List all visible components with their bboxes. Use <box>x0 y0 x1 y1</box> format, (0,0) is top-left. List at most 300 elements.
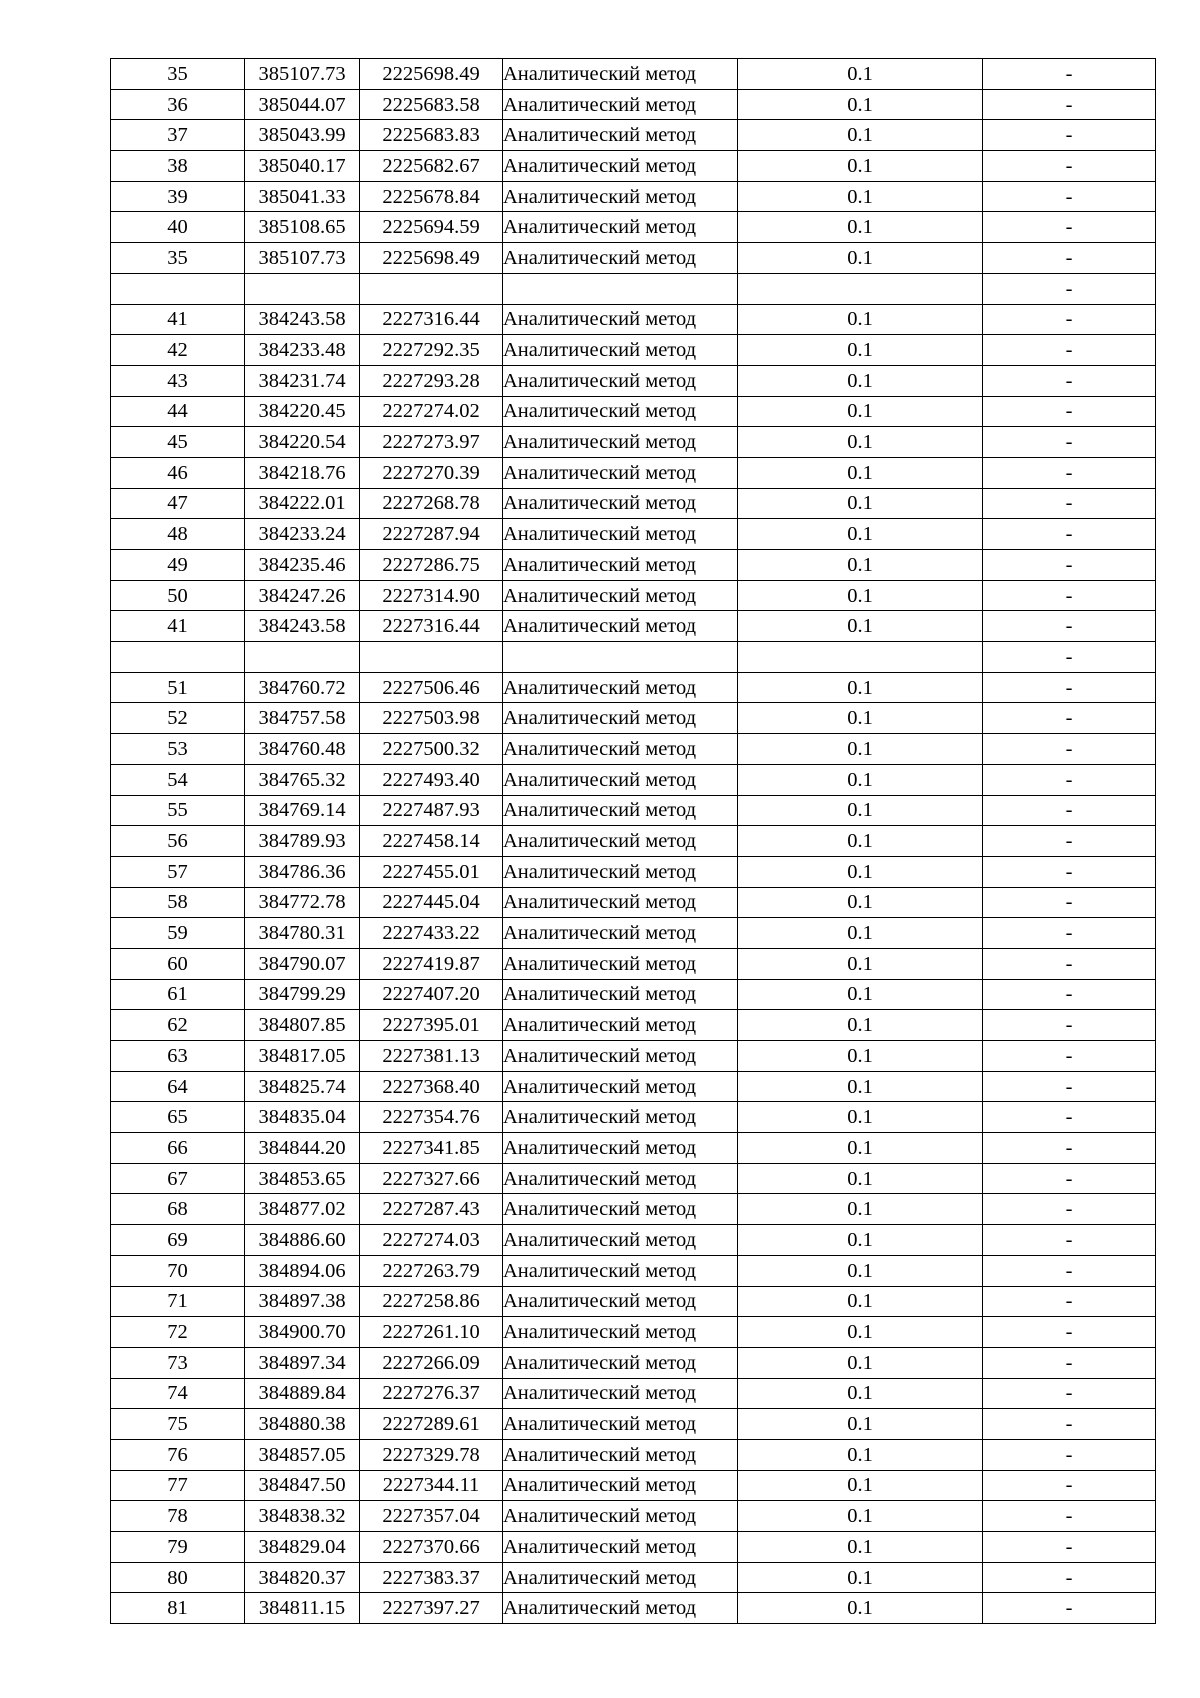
method-cell: Аналитический метод <box>503 335 738 366</box>
method-cell: Аналитический метод <box>503 396 738 427</box>
y-coordinate-cell: 2227433.22 <box>360 918 503 949</box>
method-cell: Аналитический метод <box>503 1409 738 1440</box>
note-cell: - <box>983 1255 1156 1286</box>
method-cell: Аналитический метод <box>503 550 738 581</box>
note-cell: - <box>983 672 1156 703</box>
y-coordinate-cell: 2227289.61 <box>360 1409 503 1440</box>
point-number-cell: 62 <box>111 1010 245 1041</box>
table-row <box>111 948 1156 979</box>
method-cell: Аналитический метод <box>503 703 738 734</box>
method-cell: Аналитический метод <box>503 1133 738 1164</box>
point-number-cell: 60 <box>111 948 245 979</box>
y-coordinate-cell: 2227287.94 <box>360 519 503 550</box>
point-number-cell: 46 <box>111 457 245 488</box>
x-coordinate-cell: 384880.38 <box>245 1409 360 1440</box>
note-cell: - <box>983 918 1156 949</box>
note-cell: - <box>983 1286 1156 1317</box>
accuracy-cell: 0.1 <box>738 457 983 488</box>
table-row <box>111 703 1156 734</box>
x-coordinate-cell: 385040.17 <box>245 151 360 182</box>
method-cell: Аналитический метод <box>503 1010 738 1041</box>
table-row <box>111 365 1156 396</box>
y-coordinate-cell: 2227395.01 <box>360 1010 503 1041</box>
accuracy-cell: 0.1 <box>738 1593 983 1624</box>
x-coordinate-cell: 385108.65 <box>245 212 360 243</box>
table-row <box>111 764 1156 795</box>
point-number-cell: 36 <box>111 89 245 120</box>
accuracy-cell: 0.1 <box>738 488 983 519</box>
table-row <box>111 1194 1156 1225</box>
table-row <box>111 642 1156 673</box>
accuracy-cell <box>738 273 983 304</box>
y-coordinate-cell: 2225698.49 <box>360 243 503 274</box>
y-coordinate-cell: 2227419.87 <box>360 948 503 979</box>
point-number-cell: 50 <box>111 580 245 611</box>
x-coordinate-cell: 384218.76 <box>245 457 360 488</box>
method-cell: Аналитический метод <box>503 1071 738 1102</box>
point-number-cell: 67 <box>111 1163 245 1194</box>
y-coordinate-cell: 2227458.14 <box>360 826 503 857</box>
y-coordinate-cell: 2227357.04 <box>360 1501 503 1532</box>
note-cell: - <box>983 1163 1156 1194</box>
table-row <box>111 335 1156 366</box>
note-cell: - <box>983 1225 1156 1256</box>
x-coordinate-cell: 384247.26 <box>245 580 360 611</box>
method-cell: Аналитический метод <box>503 1041 738 1072</box>
y-coordinate-cell: 2225678.84 <box>360 181 503 212</box>
method-cell: Аналитический метод <box>503 764 738 795</box>
accuracy-cell: 0.1 <box>738 304 983 335</box>
note-cell: - <box>983 1102 1156 1133</box>
table-row <box>111 734 1156 765</box>
y-coordinate-cell: 2225694.59 <box>360 212 503 243</box>
method-cell: Аналитический метод <box>503 1255 738 1286</box>
method-cell: Аналитический метод <box>503 948 738 979</box>
method-cell <box>503 642 738 673</box>
point-number-cell: 75 <box>111 1409 245 1440</box>
table-row <box>111 151 1156 182</box>
x-coordinate-cell: 384780.31 <box>245 918 360 949</box>
x-coordinate-cell: 384220.45 <box>245 396 360 427</box>
point-number-cell: 55 <box>111 795 245 826</box>
y-coordinate-cell: 2227286.75 <box>360 550 503 581</box>
method-cell: Аналитический метод <box>503 672 738 703</box>
note-cell: - <box>983 1562 1156 1593</box>
y-coordinate-cell: 2227276.37 <box>360 1378 503 1409</box>
table-row <box>111 795 1156 826</box>
note-cell: - <box>983 979 1156 1010</box>
point-number-cell: 64 <box>111 1071 245 1102</box>
accuracy-cell: 0.1 <box>738 1194 983 1225</box>
y-coordinate-cell: 2227327.66 <box>360 1163 503 1194</box>
note-cell: - <box>983 1347 1156 1378</box>
point-number-cell: 69 <box>111 1225 245 1256</box>
table-row <box>111 457 1156 488</box>
point-number-cell: 52 <box>111 703 245 734</box>
y-coordinate-cell: 2225698.49 <box>360 59 503 90</box>
x-coordinate-cell: 384897.34 <box>245 1347 360 1378</box>
y-coordinate-cell: 2227354.76 <box>360 1102 503 1133</box>
method-cell: Аналитический метод <box>503 365 738 396</box>
accuracy-cell: 0.1 <box>738 1532 983 1563</box>
point-number-cell: 81 <box>111 1593 245 1624</box>
point-number-cell: 59 <box>111 918 245 949</box>
accuracy-cell: 0.1 <box>738 611 983 642</box>
note-cell: - <box>983 703 1156 734</box>
accuracy-cell: 0.1 <box>738 1562 983 1593</box>
point-number-cell: 53 <box>111 734 245 765</box>
accuracy-cell: 0.1 <box>738 396 983 427</box>
method-cell: Аналитический метод <box>503 304 738 335</box>
y-coordinate-cell: 2227263.79 <box>360 1255 503 1286</box>
table-row <box>111 1378 1156 1409</box>
accuracy-cell: 0.1 <box>738 1347 983 1378</box>
method-cell: Аналитический метод <box>503 519 738 550</box>
note-cell: - <box>983 335 1156 366</box>
table-row <box>111 59 1156 90</box>
point-number-cell: 37 <box>111 120 245 151</box>
table-row <box>111 672 1156 703</box>
method-cell: Аналитический метод <box>503 795 738 826</box>
y-coordinate-cell: 2227268.78 <box>360 488 503 519</box>
point-number-cell: 76 <box>111 1439 245 1470</box>
y-coordinate-cell: 2227500.32 <box>360 734 503 765</box>
x-coordinate-cell: 384760.48 <box>245 734 360 765</box>
point-number-cell: 54 <box>111 764 245 795</box>
x-coordinate-cell: 384799.29 <box>245 979 360 1010</box>
accuracy-cell: 0.1 <box>738 672 983 703</box>
point-number-cell: 74 <box>111 1378 245 1409</box>
accuracy-cell: 0.1 <box>738 918 983 949</box>
point-number-cell: 41 <box>111 304 245 335</box>
note-cell: - <box>983 1409 1156 1440</box>
method-cell: Аналитический метод <box>503 457 738 488</box>
x-coordinate-cell: 384811.15 <box>245 1593 360 1624</box>
note-cell: - <box>983 550 1156 581</box>
accuracy-cell: 0.1 <box>738 703 983 734</box>
y-coordinate-cell <box>360 642 503 673</box>
method-cell: Аналитический метод <box>503 1317 738 1348</box>
x-coordinate-cell: 384757.58 <box>245 703 360 734</box>
note-cell: - <box>983 120 1156 151</box>
point-number-cell: 44 <box>111 396 245 427</box>
note-cell: - <box>983 59 1156 90</box>
x-coordinate-cell: 384847.50 <box>245 1470 360 1501</box>
accuracy-cell: 0.1 <box>738 1501 983 1532</box>
method-cell: Аналитический метод <box>503 427 738 458</box>
accuracy-cell: 0.1 <box>738 1163 983 1194</box>
note-cell: - <box>983 611 1156 642</box>
x-coordinate-cell: 385044.07 <box>245 89 360 120</box>
method-cell: Аналитический метод <box>503 1562 738 1593</box>
table-row <box>111 826 1156 857</box>
note-cell: - <box>983 826 1156 857</box>
x-coordinate-cell: 384900.70 <box>245 1317 360 1348</box>
method-cell: Аналитический метод <box>503 979 738 1010</box>
note-cell: - <box>983 1010 1156 1041</box>
method-cell: Аналитический метод <box>503 1286 738 1317</box>
y-coordinate-cell: 2227273.97 <box>360 427 503 458</box>
note-cell: - <box>983 1439 1156 1470</box>
point-number-cell: 71 <box>111 1286 245 1317</box>
method-cell: Аналитический метод <box>503 1163 738 1194</box>
y-coordinate-cell: 2227316.44 <box>360 611 503 642</box>
table-row <box>111 611 1156 642</box>
note-cell: - <box>983 396 1156 427</box>
accuracy-cell: 0.1 <box>738 948 983 979</box>
accuracy-cell: 0.1 <box>738 212 983 243</box>
note-cell: - <box>983 273 1156 304</box>
method-cell: Аналитический метод <box>503 734 738 765</box>
note-cell: - <box>983 1194 1156 1225</box>
table-row <box>111 243 1156 274</box>
x-coordinate-cell: 384844.20 <box>245 1133 360 1164</box>
accuracy-cell: 0.1 <box>738 1286 983 1317</box>
table-row <box>111 273 1156 304</box>
method-cell: Аналитический метод <box>503 59 738 90</box>
y-coordinate-cell: 2227344.11 <box>360 1470 503 1501</box>
table-row <box>111 1225 1156 1256</box>
note-cell: - <box>983 488 1156 519</box>
x-coordinate-cell: 384825.74 <box>245 1071 360 1102</box>
method-cell: Аналитический метод <box>503 1378 738 1409</box>
note-cell: - <box>983 243 1156 274</box>
point-number-cell: 57 <box>111 856 245 887</box>
point-number-cell: 41 <box>111 611 245 642</box>
point-number-cell: 77 <box>111 1470 245 1501</box>
note-cell: - <box>983 1593 1156 1624</box>
table-row <box>111 1071 1156 1102</box>
accuracy-cell: 0.1 <box>738 151 983 182</box>
note-cell: - <box>983 856 1156 887</box>
method-cell: Аналитический метод <box>503 1347 738 1378</box>
table-row <box>111 1317 1156 1348</box>
point-number-cell: 45 <box>111 427 245 458</box>
table-row <box>111 918 1156 949</box>
x-coordinate-cell: 385041.33 <box>245 181 360 212</box>
x-coordinate-cell: 384820.37 <box>245 1562 360 1593</box>
point-number-cell: 51 <box>111 672 245 703</box>
table-row <box>111 1010 1156 1041</box>
y-coordinate-cell: 2227341.85 <box>360 1133 503 1164</box>
point-number-cell: 80 <box>111 1562 245 1593</box>
y-coordinate-cell: 2227274.02 <box>360 396 503 427</box>
method-cell: Аналитический метод <box>503 488 738 519</box>
method-cell: Аналитический метод <box>503 826 738 857</box>
x-coordinate-cell: 384235.46 <box>245 550 360 581</box>
y-coordinate-cell: 2227445.04 <box>360 887 503 918</box>
accuracy-cell: 0.1 <box>738 1255 983 1286</box>
table-row <box>111 181 1156 212</box>
x-coordinate-cell: 384769.14 <box>245 795 360 826</box>
table-row <box>111 1255 1156 1286</box>
accuracy-cell: 0.1 <box>738 580 983 611</box>
accuracy-cell: 0.1 <box>738 335 983 366</box>
y-coordinate-cell: 2227397.27 <box>360 1593 503 1624</box>
method-cell: Аналитический метод <box>503 1501 738 1532</box>
accuracy-cell: 0.1 <box>738 1071 983 1102</box>
table-row <box>111 887 1156 918</box>
y-coordinate-cell: 2227370.66 <box>360 1532 503 1563</box>
point-number-cell: 48 <box>111 519 245 550</box>
method-cell <box>503 273 738 304</box>
y-coordinate-cell <box>360 273 503 304</box>
note-cell: - <box>983 1378 1156 1409</box>
y-coordinate-cell: 2225683.58 <box>360 89 503 120</box>
y-coordinate-cell: 2227316.44 <box>360 304 503 335</box>
coordinates-table <box>110 58 1156 1624</box>
x-coordinate-cell: 384233.24 <box>245 519 360 550</box>
accuracy-cell: 0.1 <box>738 1225 983 1256</box>
point-number-cell: 58 <box>111 887 245 918</box>
accuracy-cell: 0.1 <box>738 1378 983 1409</box>
note-cell: - <box>983 304 1156 335</box>
y-coordinate-cell: 2227455.01 <box>360 856 503 887</box>
x-coordinate-cell: 384789.93 <box>245 826 360 857</box>
method-cell: Аналитический метод <box>503 1593 738 1624</box>
note-cell: - <box>983 948 1156 979</box>
point-number-cell: 39 <box>111 181 245 212</box>
accuracy-cell: 0.1 <box>738 1470 983 1501</box>
note-cell: - <box>983 1041 1156 1072</box>
point-number-cell: 35 <box>111 59 245 90</box>
table-row <box>111 580 1156 611</box>
accuracy-cell: 0.1 <box>738 181 983 212</box>
accuracy-cell: 0.1 <box>738 1010 983 1041</box>
accuracy-cell: 0.1 <box>738 519 983 550</box>
x-coordinate-cell: 384243.58 <box>245 304 360 335</box>
table-row <box>111 519 1156 550</box>
accuracy-cell: 0.1 <box>738 856 983 887</box>
point-number-cell: 79 <box>111 1532 245 1563</box>
x-coordinate-cell: 384233.48 <box>245 335 360 366</box>
y-coordinate-cell: 2227506.46 <box>360 672 503 703</box>
point-number-cell: 42 <box>111 335 245 366</box>
x-coordinate-cell: 385043.99 <box>245 120 360 151</box>
y-coordinate-cell: 2227493.40 <box>360 764 503 795</box>
accuracy-cell: 0.1 <box>738 59 983 90</box>
table-row <box>111 1041 1156 1072</box>
x-coordinate-cell: 384817.05 <box>245 1041 360 1072</box>
note-cell: - <box>983 1317 1156 1348</box>
method-cell: Аналитический метод <box>503 1470 738 1501</box>
point-number-cell <box>111 642 245 673</box>
accuracy-cell: 0.1 <box>738 550 983 581</box>
accuracy-cell: 0.1 <box>738 365 983 396</box>
table-row <box>111 550 1156 581</box>
x-coordinate-cell: 384222.01 <box>245 488 360 519</box>
accuracy-cell: 0.1 <box>738 1317 983 1348</box>
y-coordinate-cell: 2227258.86 <box>360 1286 503 1317</box>
table-row <box>111 1562 1156 1593</box>
y-coordinate-cell: 2227274.03 <box>360 1225 503 1256</box>
note-cell: - <box>983 212 1156 243</box>
x-coordinate-cell: 384857.05 <box>245 1439 360 1470</box>
method-cell: Аналитический метод <box>503 1194 738 1225</box>
accuracy-cell: 0.1 <box>738 1102 983 1133</box>
note-cell: - <box>983 89 1156 120</box>
x-coordinate-cell: 384897.38 <box>245 1286 360 1317</box>
note-cell: - <box>983 1470 1156 1501</box>
table-row <box>111 1347 1156 1378</box>
note-cell: - <box>983 1532 1156 1563</box>
point-number-cell: 73 <box>111 1347 245 1378</box>
table-row <box>111 979 1156 1010</box>
accuracy-cell: 0.1 <box>738 887 983 918</box>
point-number-cell: 66 <box>111 1133 245 1164</box>
method-cell: Аналитический метод <box>503 611 738 642</box>
note-cell: - <box>983 519 1156 550</box>
x-coordinate-cell: 384231.74 <box>245 365 360 396</box>
table-row <box>111 1470 1156 1501</box>
x-coordinate-cell: 384765.32 <box>245 764 360 795</box>
y-coordinate-cell: 2225683.83 <box>360 120 503 151</box>
x-coordinate-cell: 384790.07 <box>245 948 360 979</box>
note-cell: - <box>983 1071 1156 1102</box>
table-row <box>111 1133 1156 1164</box>
note-cell: - <box>983 580 1156 611</box>
accuracy-cell: 0.1 <box>738 795 983 826</box>
point-number-cell: 61 <box>111 979 245 1010</box>
table-row <box>111 304 1156 335</box>
x-coordinate-cell: 384807.85 <box>245 1010 360 1041</box>
y-coordinate-cell: 2227368.40 <box>360 1071 503 1102</box>
x-coordinate-cell: 385107.73 <box>245 59 360 90</box>
accuracy-cell: 0.1 <box>738 979 983 1010</box>
point-number-cell: 72 <box>111 1317 245 1348</box>
x-coordinate-cell: 384760.72 <box>245 672 360 703</box>
x-coordinate-cell <box>245 273 360 304</box>
table-row <box>111 120 1156 151</box>
method-cell: Аналитический метод <box>503 243 738 274</box>
x-coordinate-cell: 384838.32 <box>245 1501 360 1532</box>
method-cell: Аналитический метод <box>503 151 738 182</box>
method-cell: Аналитический метод <box>503 887 738 918</box>
x-coordinate-cell: 384835.04 <box>245 1102 360 1133</box>
table-row <box>111 212 1156 243</box>
table-row <box>111 1532 1156 1563</box>
point-number-cell: 47 <box>111 488 245 519</box>
point-number-cell: 65 <box>111 1102 245 1133</box>
accuracy-cell: 0.1 <box>738 826 983 857</box>
point-number-cell: 56 <box>111 826 245 857</box>
table-row <box>111 396 1156 427</box>
method-cell: Аналитический метод <box>503 918 738 949</box>
method-cell: Аналитический метод <box>503 212 738 243</box>
x-coordinate-cell: 384829.04 <box>245 1532 360 1563</box>
table-row <box>111 89 1156 120</box>
y-coordinate-cell: 2227266.09 <box>360 1347 503 1378</box>
x-coordinate-cell: 384772.78 <box>245 887 360 918</box>
note-cell: - <box>983 457 1156 488</box>
y-coordinate-cell: 2227293.28 <box>360 365 503 396</box>
coordinates-table-body <box>111 59 1156 1624</box>
note-cell: - <box>983 887 1156 918</box>
method-cell: Аналитический метод <box>503 1532 738 1563</box>
accuracy-cell: 0.1 <box>738 89 983 120</box>
accuracy-cell: 0.1 <box>738 764 983 795</box>
note-cell: - <box>983 764 1156 795</box>
x-coordinate-cell: 384877.02 <box>245 1194 360 1225</box>
point-number-cell: 35 <box>111 243 245 274</box>
table-row <box>111 856 1156 887</box>
point-number-cell: 38 <box>111 151 245 182</box>
method-cell: Аналитический метод <box>503 580 738 611</box>
y-coordinate-cell: 2227314.90 <box>360 580 503 611</box>
table-row <box>111 1102 1156 1133</box>
y-coordinate-cell: 2227287.43 <box>360 1194 503 1225</box>
table-row <box>111 1286 1156 1317</box>
